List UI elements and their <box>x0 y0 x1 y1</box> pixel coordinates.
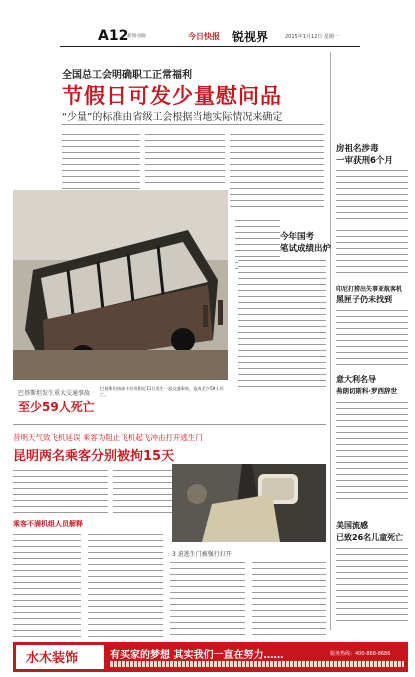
brief-4-sub: 弗朗切斯科·罗西辞世 <box>336 387 397 395</box>
photo-caption-big: 至少59人死亡 <box>18 400 95 414</box>
brief-4-body <box>336 400 408 500</box>
brief-2-title: 今年国考 <box>280 232 315 242</box>
section-label: 新闻·国际 <box>127 34 147 39</box>
footer-slogan: 有买家的梦想 其实我们一直在努力…… <box>110 650 284 661</box>
brief-2-body <box>238 258 326 388</box>
photo-caption-small: 巴基斯坦发生重大交通事故 <box>18 390 91 397</box>
footer-ad-brand: 水木装饰 <box>26 651 79 666</box>
airport-headline: 昆明两名乘客分别被拘15天 <box>13 449 175 464</box>
brief-4-title: 意大利名导 <box>336 375 376 384</box>
bus-fire-photo <box>13 190 228 380</box>
right-column-divider <box>330 52 331 630</box>
lead-kicker: 全国总工会明确职工正常福利 <box>62 70 192 81</box>
airport-body-col-5 <box>170 560 245 640</box>
brief-1-body-cont <box>336 228 408 278</box>
footer-addresses <box>110 661 404 667</box>
masthead-logo: 今日快报 <box>188 31 220 41</box>
issue-date: 2015年1月12日 星期一 <box>285 34 339 40</box>
page-number: A12 <box>98 28 129 44</box>
plane-photo-caption: 3 迫逃生门被强行打开 <box>172 551 232 558</box>
photo-note: 巴基斯坦南部卡拉奇附近11日发生一起交通事故，造成至少59人死亡。 <box>100 386 224 397</box>
masthead <box>0 0 415 48</box>
brief-1-title: 房祖名涉毒 <box>336 144 379 154</box>
brief-5-body <box>336 546 408 624</box>
plane-interior-illustration <box>172 464 326 542</box>
brief-1-body <box>336 168 408 222</box>
airport-kicker: 昔明天气致飞机延误 乘客为阻止飞机起飞冲击打开逃生门 <box>13 433 203 442</box>
lead-body-col-3 <box>230 132 324 212</box>
brief-2-sub: 笔试成绩出炉 <box>280 244 332 254</box>
footer-hotline: 服务热线：400-868-8686 <box>330 651 391 657</box>
lead-subhead: “少量”的标准由省级工会根据当地实际情况来确定 <box>62 112 283 123</box>
brief-5-title: 美国流感 <box>336 521 368 530</box>
airport-subhead: 乘客不满机组人员解释 <box>13 520 83 528</box>
airport-body-col-6 <box>252 560 326 640</box>
brief-3-sub: 黑匣子仍未找到 <box>336 295 392 304</box>
column-title: 锐视界 <box>232 30 269 44</box>
brief-1-sub: 一审获刑6个月 <box>336 156 393 166</box>
lead-rule <box>62 124 324 125</box>
masthead-rule <box>60 46 360 47</box>
brief-3-title: 印尼打捞出失事亚航客机 <box>336 286 403 293</box>
airport-rule <box>13 424 326 425</box>
airport-body-col-1 <box>13 468 108 514</box>
brief-5-sub: 已致26名儿童死亡 <box>336 533 404 542</box>
airport-body-col-3 <box>13 532 81 640</box>
plane-photo <box>172 464 326 542</box>
burnt-bus-illustration <box>13 190 228 380</box>
lead-headline: 节假日可发少量慰问品 <box>62 84 282 108</box>
airport-body-col-4 <box>88 532 163 640</box>
brief-3-body <box>336 308 408 368</box>
lead-body-col-2 <box>145 132 225 186</box>
